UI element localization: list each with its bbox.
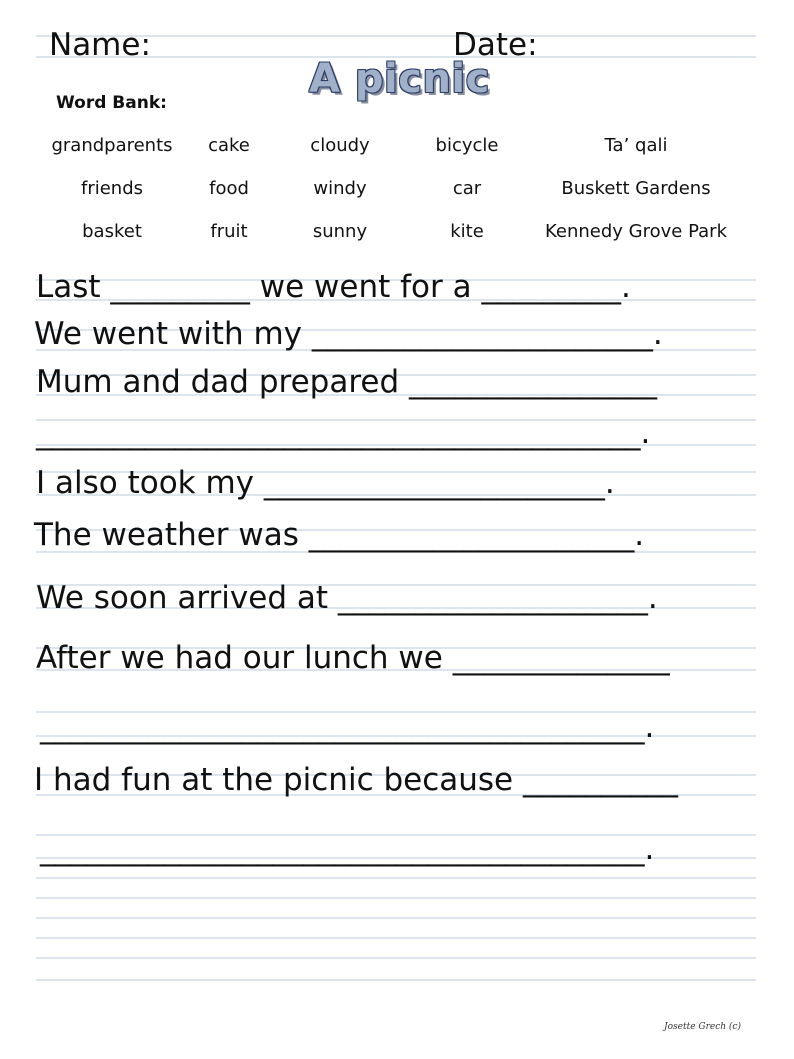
sentence-6: We soon arrived at ____________________.	[36, 580, 658, 616]
word-bank-label: Word Bank:	[56, 93, 167, 113]
copyright-footer: Josette Grech (c)	[664, 1022, 741, 1032]
name-label: Name:	[49, 27, 151, 63]
sentence-2: We went with my ______________________.	[34, 316, 663, 352]
word-bank-item: sunny	[312, 221, 368, 242]
word-bank-item: cloudy	[310, 135, 370, 156]
sentence-8: I had fun at the picnic because __________	[34, 762, 678, 798]
sentence-5: The weather was _____________________.	[34, 517, 645, 553]
word-bank-item: food	[209, 178, 249, 199]
word-bank-item: Ta’ qali	[604, 135, 668, 156]
word-bank-item: kite	[450, 221, 484, 242]
word-bank-item: grandparents	[51, 135, 173, 156]
word-bank-item: car	[452, 178, 482, 199]
word-bank-item: Buskett Gardens	[561, 178, 711, 199]
sentence-8-continued: _______________________________________.	[40, 831, 655, 867]
word-bank-item: fruit	[210, 221, 248, 242]
word-bank-item: friends	[80, 178, 144, 199]
word-bank-item: cake	[208, 135, 250, 156]
date-label: Date:	[453, 27, 538, 63]
page-title: A picnic	[309, 56, 490, 102]
sentence-7-continued: _______________________________________.	[40, 709, 655, 745]
word-bank-item: windy	[313, 178, 367, 199]
word-bank-item: basket	[82, 221, 142, 242]
word-bank-item: Kennedy Grove Park	[545, 221, 727, 242]
sentence-7: After we had our lunch we ______________	[36, 640, 670, 676]
word-bank-item: bicycle	[435, 135, 499, 156]
sentence-3-continued: _______________________________________.	[36, 415, 651, 451]
sentence-1: Last _________ we went for a _________.	[36, 269, 631, 305]
sentence-4: I also took my ______________________.	[36, 465, 615, 501]
sentence-3: Mum and dad prepared ________________	[36, 364, 657, 400]
